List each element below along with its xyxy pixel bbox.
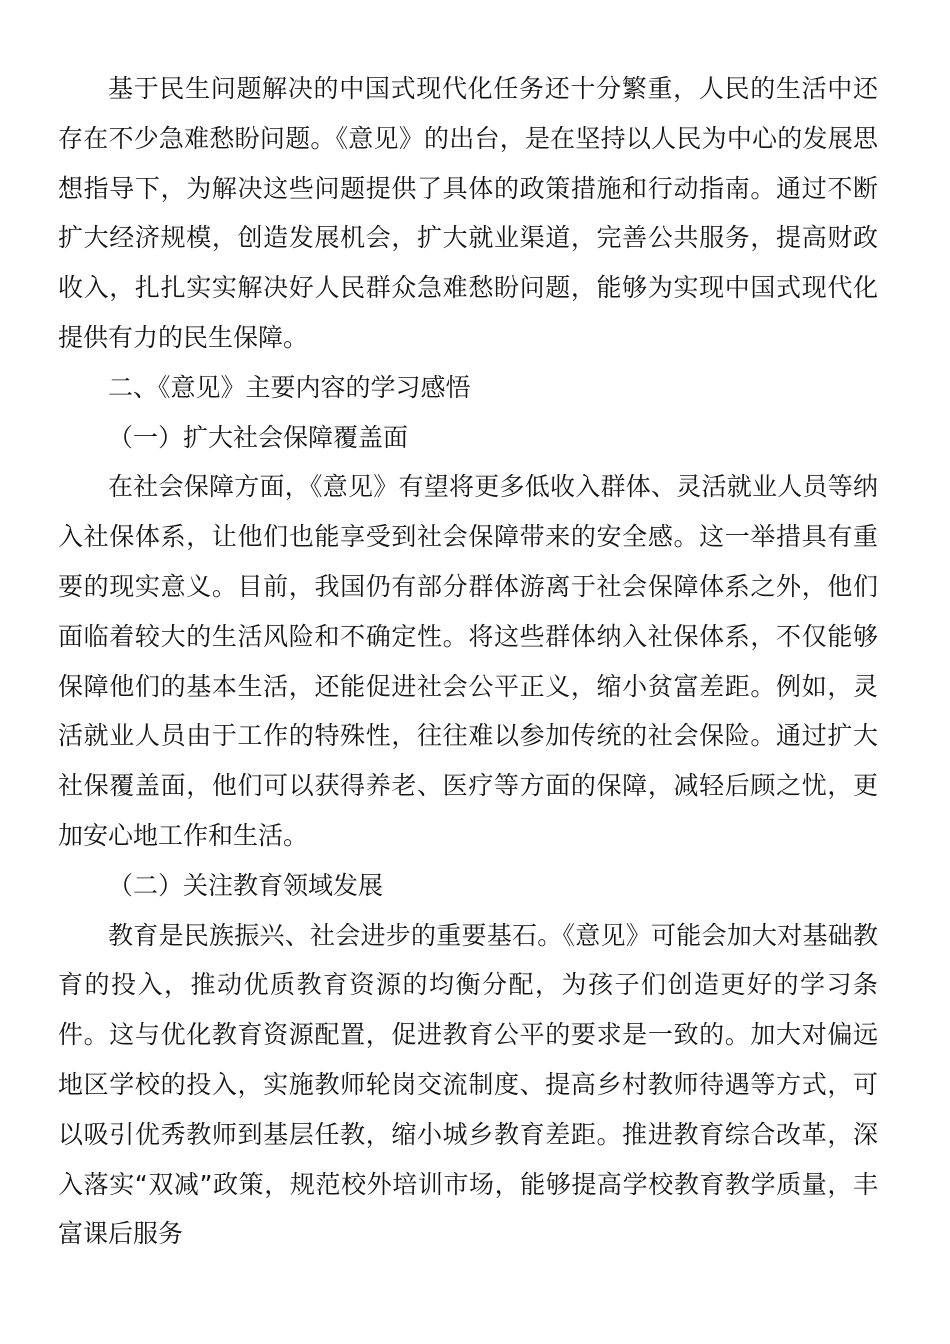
paragraph-social-security: 在社会保障方面，《意见》有望将更多低收入群体、灵活就业人员等纳入社保体系，让他们也能享受到社会保障带来的安全感。这一举措具有重要的现实意义。目前，我国仍有部分群体游离于社会保障体系之外，他们面临着较大的生活风险和不确定性。将这些群体纳入社保体系，不仅能够保障他们的基本生活，还能促进社会公平正义，缩小贫富差距。例如，灵活就业人员由于工作的特殊性，往往难以参加传统的社会保险。通过扩大社保覆盖面，他们可以获得养老、医疗等方面的保障，减轻后顾之忧，更加安心地工作和生活。 bbox=[58, 472, 878, 850]
subsection-heading-social-security: （一）扩大社会保障覆盖面 bbox=[108, 422, 409, 452]
paragraph-education: 教育是民族振兴、社会进步的重要基石。《意见》可能会加大对基础教育的投入，推动优质教育资源的均衡分配，为孩子们创造更好的学习条件。这与优化教育资源配置，促进教育公平的要求是一致的。加大对偏远地区学校的投入，实施教师轮岗交流制度、提高乡村教师待遇等方式，可以吸引优秀教师到基层任教，缩小城乡教育差距。推进教育综合改革，深入落实“双减”政策，规范校外培训市场，能够提高学校教育教学质量，丰富课后服务 bbox=[58, 920, 878, 1249]
subsection-heading-education: （二）关注教育领域发展 bbox=[108, 870, 384, 900]
section-heading-learning-insights: 二、《意见》主要内容的学习感悟 bbox=[108, 372, 471, 402]
document-page bbox=[58, 64, 878, 1259]
paragraph-modernization-livelihood: 基于民生问题解决的中国式现代化任务还十分繁重，人民的生活中还存在不少急难愁盼问题。《意见》的出台，是在坚持以人民为中心的发展思想指导下，为解决这些问题提供了具体的政策措施和行动指南。通过不断扩大经济规模，创造发展机会，扩大就业渠道，完善公共服务，提高财政收入，扎扎实实解决好人民群众急难愁盼问题，能够为实现中国式现代化提供有力的民生保障。 bbox=[58, 74, 878, 352]
